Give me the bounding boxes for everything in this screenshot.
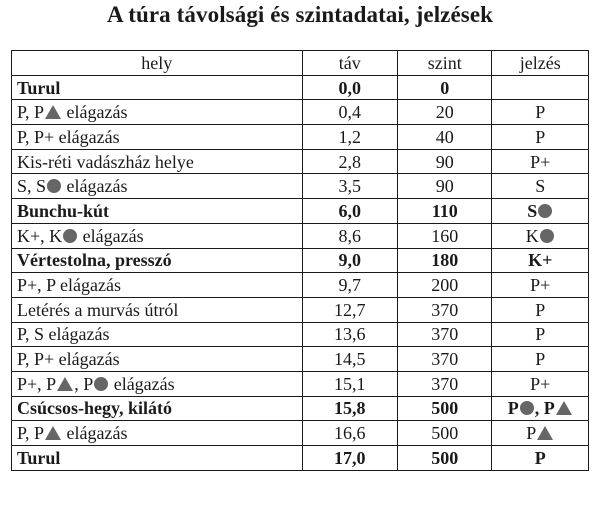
filled-triangle-icon — [45, 426, 61, 440]
text-segment: K+ — [528, 250, 553, 271]
cell-szint: 180 — [398, 248, 492, 273]
cell-szint: 500 — [398, 421, 492, 446]
distance-elevation-table — [11, 50, 589, 471]
filled-triangle-icon — [556, 401, 572, 415]
cell-szint: 110 — [398, 199, 492, 224]
filled-circle-icon — [63, 229, 77, 243]
cell-jelzes — [492, 396, 589, 421]
cell-tav: 15,8 — [302, 396, 397, 421]
text-segment: Turul — [17, 77, 61, 98]
text-segment: P — [535, 349, 546, 370]
filled-triangle-icon — [537, 426, 553, 440]
table-row — [12, 223, 589, 248]
filled-circle-icon — [47, 179, 61, 193]
cell-jelzes — [492, 297, 589, 322]
cell-jelzes — [492, 322, 589, 347]
header-hely: hely — [12, 51, 303, 76]
filled-circle-icon — [540, 229, 554, 243]
cell-tav: 0,4 — [302, 100, 397, 125]
cell-tav: 9,0 — [302, 248, 397, 273]
cell-hely — [12, 100, 303, 125]
filled-triangle-icon — [57, 377, 73, 391]
table-row — [12, 149, 589, 174]
cell-jelzes — [492, 446, 589, 471]
cell-szint: 40 — [398, 125, 492, 150]
table-row — [12, 273, 589, 298]
cell-jelzes — [492, 174, 589, 199]
text-segment: elágazás — [78, 225, 144, 246]
cell-hely — [12, 223, 303, 248]
text-segment: elágazás — [62, 102, 128, 123]
cell-hely — [12, 75, 303, 100]
cell-tav: 16,6 — [302, 421, 397, 446]
text-segment: P — [535, 324, 546, 345]
cell-jelzes — [492, 100, 589, 125]
table-row — [12, 297, 589, 322]
text-segment: elágazás — [62, 176, 128, 197]
cell-szint: 0 — [398, 75, 492, 100]
text-segment: elágazás — [109, 373, 175, 394]
table-row — [12, 347, 589, 372]
cell-tav: 14,5 — [302, 347, 397, 372]
text-segment: Csúcsos-hegy, kilátó — [17, 398, 173, 419]
table-row — [12, 371, 589, 396]
table-row — [12, 421, 589, 446]
text-segment: Vértestolna, presszó — [17, 250, 172, 271]
cell-jelzes — [492, 371, 589, 396]
table-header-row — [12, 51, 589, 76]
cell-hely — [12, 174, 303, 199]
cell-jelzes — [492, 199, 589, 224]
cell-tav: 12,7 — [302, 297, 397, 322]
cell-jelzes — [492, 125, 589, 150]
table-row — [12, 174, 589, 199]
text-segment: Bunchu-kút — [17, 200, 110, 221]
header-jelzes: jelzés — [492, 51, 589, 76]
cell-hely — [12, 297, 303, 322]
cell-hely — [12, 446, 303, 471]
filled-circle-icon — [520, 401, 534, 415]
text-segment: P+ — [530, 275, 551, 296]
cell-tav: 8,6 — [302, 223, 397, 248]
text-segment: P+, P elágazás — [17, 275, 121, 296]
text-segment: K — [525, 225, 539, 246]
cell-tav: 9,7 — [302, 273, 397, 298]
cell-tav: 13,6 — [302, 322, 397, 347]
filled-circle-icon — [94, 377, 108, 391]
cell-hely — [12, 248, 303, 273]
cell-szint: 370 — [398, 297, 492, 322]
filled-triangle-icon — [45, 105, 61, 119]
text-segment: P+ — [530, 373, 551, 394]
cell-jelzes — [492, 248, 589, 273]
cell-hely — [12, 322, 303, 347]
cell-jelzes — [492, 421, 589, 446]
cell-hely — [12, 199, 303, 224]
text-segment: Letérés a murvás útról — [17, 299, 179, 320]
cell-jelzes — [492, 347, 589, 372]
table-row — [12, 446, 589, 471]
text-segment: S — [527, 200, 538, 221]
header-tav: táv — [302, 51, 397, 76]
cell-szint: 90 — [398, 149, 492, 174]
text-segment: P — [534, 447, 546, 468]
cell-jelzes — [492, 149, 589, 174]
text-segment: S, S — [17, 176, 47, 197]
text-segment: K+, K — [17, 225, 63, 246]
table-row — [12, 248, 589, 273]
text-segment: Turul — [17, 447, 61, 468]
cell-szint: 160 — [398, 223, 492, 248]
cell-szint: 370 — [398, 347, 492, 372]
cell-hely — [12, 421, 303, 446]
cell-tav: 15,1 — [302, 371, 397, 396]
text-segment: P, S elágazás — [17, 324, 110, 345]
cell-tav: 17,0 — [302, 446, 397, 471]
cell-szint: 500 — [398, 446, 492, 471]
cell-tav: 6,0 — [302, 199, 397, 224]
cell-hely — [12, 125, 303, 150]
text-segment: Kis-réti vadászház helye — [17, 151, 194, 172]
table-body — [12, 75, 589, 470]
page-title: A túra távolsági és szintadatai, jelzések — [106, 2, 494, 27]
cell-tav: 0,0 — [302, 75, 397, 100]
table-row — [12, 322, 589, 347]
text-segment: , P — [534, 398, 555, 419]
table-row — [12, 75, 589, 100]
table-row — [12, 396, 589, 421]
text-segment: P, P+ elágazás — [17, 349, 120, 370]
cell-szint: 20 — [398, 100, 492, 125]
cell-tav: 2,8 — [302, 149, 397, 174]
text-segment: P — [535, 299, 546, 320]
cell-szint: 500 — [398, 396, 492, 421]
filled-circle-icon — [538, 204, 552, 218]
text-segment: P+ — [530, 151, 551, 172]
text-segment: P, P — [17, 423, 45, 444]
cell-jelzes — [492, 223, 589, 248]
cell-hely — [12, 149, 303, 174]
text-segment: P, P+ elágazás — [17, 126, 120, 147]
text-segment: S — [535, 176, 546, 197]
text-segment: P — [535, 126, 546, 147]
text-segment: P — [535, 102, 546, 123]
cell-hely — [12, 273, 303, 298]
cell-jelzes — [492, 273, 589, 298]
text-segment: P+, P — [17, 373, 57, 394]
text-segment: P, P — [17, 102, 45, 123]
cell-szint: 200 — [398, 273, 492, 298]
text-segment: , P — [74, 373, 94, 394]
table-row — [12, 100, 589, 125]
cell-jelzes — [492, 75, 589, 100]
cell-szint: 370 — [398, 322, 492, 347]
cell-tav: 3,5 — [302, 174, 397, 199]
text-segment: P — [507, 398, 519, 419]
text-segment: elágazás — [62, 423, 128, 444]
cell-tav: 1,2 — [302, 125, 397, 150]
header-szint: szint — [398, 51, 492, 76]
cell-hely — [12, 396, 303, 421]
cell-hely — [12, 371, 303, 396]
table-row — [12, 125, 589, 150]
cell-szint: 370 — [398, 371, 492, 396]
cell-szint: 90 — [398, 174, 492, 199]
cell-hely — [12, 347, 303, 372]
text-segment: P — [526, 423, 537, 444]
table-row — [12, 199, 589, 224]
